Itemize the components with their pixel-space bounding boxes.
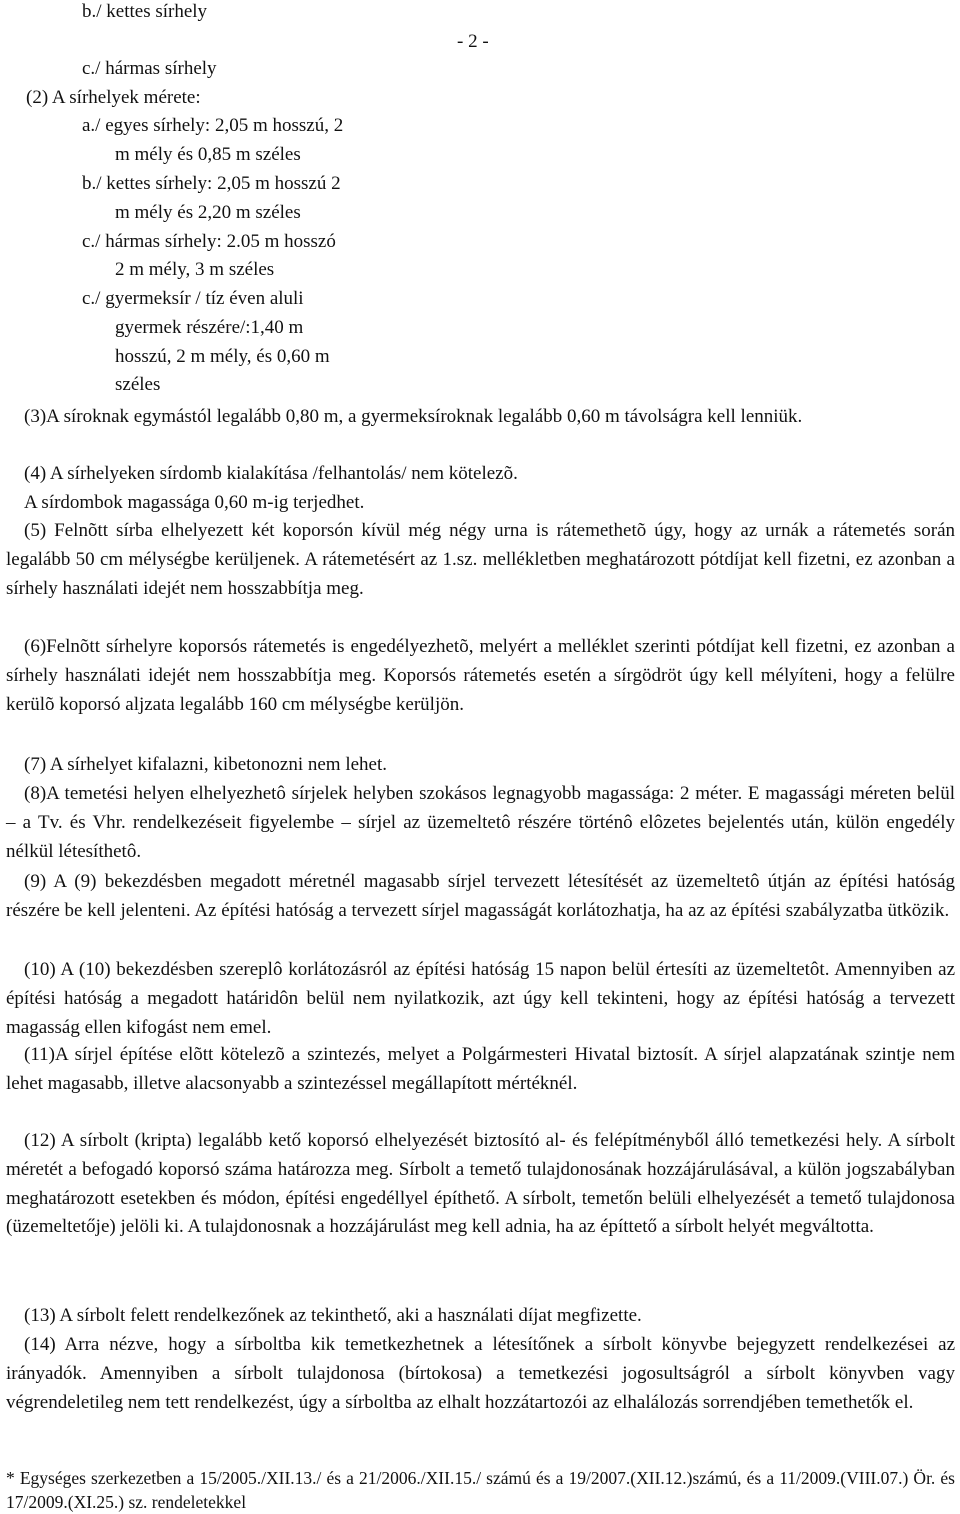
- list-item: 2 m mély, 3 m széles: [115, 259, 275, 280]
- paragraph-4: (4) A sírhelyeken sírdomb kialakítása /felhantolás/ nem kötelezõ.: [24, 463, 518, 484]
- list-item: m mély és 2,20 m széles: [115, 202, 301, 223]
- paragraph-11: (11)A sírjel építése elõtt kötelezõ a szintezés, melyet a Polgármesteri Hivatal biztosít. A sírjel alapzatának szintje nem lehet magasabb, illetve alacsonyabb a szintezéssel megállapított mértéknél.: [6, 1044, 955, 1094]
- list-item: c./ hármas sírhely: 2.05 m hosszó: [82, 231, 336, 252]
- paragraph-5: (5) Felnõtt sírba elhelyezett két koporsón kívül még négy urna is rátemethetõ úgy, hogy az urnák a rátemetés során legalább 50 cm mélységbe kerüljenek. A rátemetésért az 1.sz. mellékletben meghatározott pótdíjat kell fizetni, ez azonban a sírhely használati idejét nem hosszabbítja meg.: [6, 520, 955, 599]
- list-item: gyermek részére/:1,40 m: [115, 317, 304, 338]
- list-item: hosszú, 2 m mély, és 0,60 m: [115, 346, 330, 367]
- paragraph-14: (14) Arra nézve, hogy a sírboltba kik temetkezhetnek a létesítőnek a sírbolt könyvbe bejegyzett rendelkezései az irányadók. Amennyiben a sírbolt tulajdonosa (bírtokosa) a temetkezési jogosultságról a sírbolt könyvben vagy végrendeletileg nem tett rendelkezést, úgy a sírboltba az elhalt hozzátartozói az elhalálozás sorrendjében temethetők el.: [6, 1334, 955, 1413]
- list-item: b./ kettes sírhely: 2,05 m hosszú 2: [82, 173, 341, 194]
- paragraph-13: (13) A sírbolt felett rendelkezőnek az tekinthető, aki a használati díjat megfizette.: [24, 1305, 642, 1326]
- paragraph-10: (10) A (10) bekezdésben szereplô korlátozásról az építési hatóság 15 napon belül értesíti az üzemeltetôt. Amennyiben az építési hatóság a megadott határidôn belül nem nyilatkozik, azt úgy kell tekinteni, hogy az építési hatóság a tervezett magasság ellen kifogást nem emel.: [6, 959, 955, 1038]
- list-item: b./ kettes sírhely: [82, 1, 208, 22]
- list-item: m mély és 0,85 m széles: [115, 144, 301, 165]
- section-heading: (2) A sírhelyek mérete:: [26, 87, 201, 108]
- paragraph-7: (7) A sírhelyet kifalazni, kibetonozni nem lehet.: [24, 754, 388, 775]
- list-item: széles: [115, 374, 161, 395]
- paragraph-6: (6)Felnõtt sírhelyre koporsós rátemetés is engedélyezhetõ, melyért a melléklet szerinti pótdíjat kell fizetni, ez azonban a sírhely használati idejét nem hosszabbítja meg. Koporsós rátemetés esetén a sírgödröt úgy kell mélyíteni, hogy a felülre kerülõ koporsó aljzata legalább 160 cm mélységbe kerüljön.: [6, 636, 955, 715]
- paragraph-12: (12) A sírbolt (kripta) legalább kető koporsó elhelyezését biztosító al- és felépítményből álló temetkezési hely. A sírbolt méretét a befogadó koporsó száma határozza meg. Sírbolt a temető tulajdonosának hozzájárulásával, a külön jogszabályban meghatározott esetekben és módon, építési engedéllyel építhető. A sírbolt, temetőn belüli elhelyezését a temető tulajdonosa (üzemeltetője) jelöli ki. A tulajdonosnak a hozzájárulást meg kell adnia, ha az építtető a sírbolt helyét megváltotta.: [6, 1130, 955, 1238]
- list-item: a./ egyes sírhely: 2,05 m hosszú, 2: [82, 115, 344, 136]
- list-item: c./ gyermeksír / tíz éven aluli: [82, 288, 304, 309]
- paragraph-4b: A sírdombok magassága 0,60 m-ig terjedhet.: [24, 492, 365, 513]
- paragraph-8: (8)A temetési helyen elhelyezhetô sírjelek helyben szokásos legnagyobb magassága: 2 méter. E magassági méreten belül – a Tv. és Vhr. rendelkezéseit figyelembe – sírjel az üzemeltetô részére történô elôzetes bejelentés után, külön engedély nélkül létesíthetô.: [6, 783, 955, 862]
- footnote: * Egységes szerkezetben a 15/2005./XII.13./ és a 21/2006./XII.15./ számú és a 19/2007.(XII.12.)számú, és a 11/2009.(VIII.07.) Ör. és 17/2009.(XI.25.) sz. rendeletekkel: [6, 1468, 955, 1512]
- page-number: - 2 -: [457, 31, 489, 52]
- paragraph-9: (9) A (9) bekezdésben megadott méretnél magasabb sírjel tervezett létesítését az üzemeltetô útján az építési hatóság részére be kell jelenteni. Az építési hatóság a tervezett sírjel magasságát korlátozhatja, ha az az építési szabályzatba ütközik.: [6, 871, 955, 921]
- list-item: c./ hármas sírhely: [82, 58, 217, 79]
- paragraph-3: (3)A síroknak egymástól legalább 0,80 m, a gyermeksíroknak legalább 0,60 m távolságra kell lenniük.: [24, 406, 803, 427]
